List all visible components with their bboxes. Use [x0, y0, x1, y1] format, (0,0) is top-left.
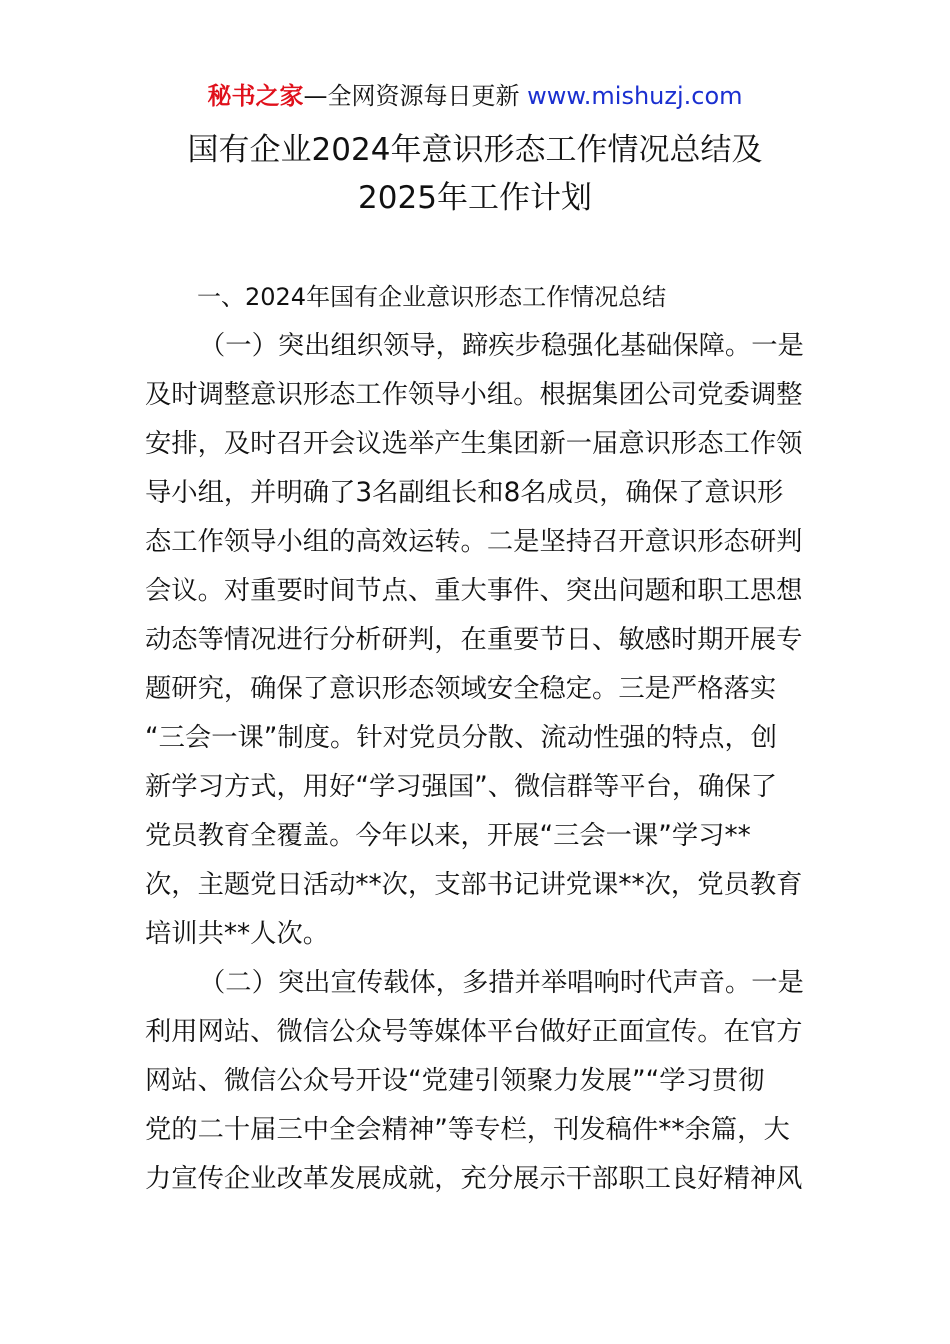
- paragraph-line: 培训共**人次。: [145, 919, 330, 949]
- paragraph-line: 党的二十届三中全会精神”等专栏，刊发稿件**余篇，大: [145, 1115, 790, 1145]
- paragraph-line: 题研究，确保了意识形态领域安全稳定。三是严格落实: [145, 674, 777, 704]
- paragraph-line: 导小组，并明确了3名副组长和8名成员，确保了意识形: [145, 478, 784, 508]
- paragraph-2: [145, 959, 807, 1204]
- paragraph-line: （一）突出组织领导，蹄疾步稳强化基础保障。一是: [199, 331, 804, 361]
- site-watermark: [0, 80, 950, 112]
- paragraph-line: 次，主题党日活动**次，支部书记讲党课**次，党员教育: [145, 870, 803, 900]
- paragraph-line: （二）突出宣传载体，多措并举唱响时代声音。一是: [199, 968, 804, 998]
- title-line-1: 国有企业2024年意识形态工作情况总结及: [187, 132, 763, 168]
- paragraph-line: 态工作领导小组的高效运转。二是坚持召开意识形态研判: [145, 527, 803, 557]
- paragraph-line: 及时调整意识形态工作领导小组。根据集团公司党委调整: [145, 380, 803, 410]
- watermark-text: —全网资源每日更新: [303, 82, 528, 110]
- paragraph-line: 会议。对重要时间节点、重大事件、突出问题和职工思想: [145, 576, 803, 606]
- paragraph-line: 网站、微信公众号开设“党建引领聚力发展”“学习贯彻: [145, 1066, 765, 1096]
- title-line-2: 2025年工作计划: [358, 180, 592, 216]
- paragraph-line: 安排，及时召开会议选举产生集团新一届意识形态工作领: [145, 429, 803, 459]
- document-title: [0, 126, 950, 222]
- document-body: [145, 273, 807, 1204]
- paragraph-line: 力宣传企业改革发展成就，充分展示干部职工良好精神风: [145, 1164, 803, 1194]
- watermark-url[interactable]: www.mishuzj.com: [527, 82, 743, 110]
- section-heading: 一、2024年国有企业意识形态工作情况总结: [197, 283, 667, 311]
- paragraph-line: 党员教育全覆盖。今年以来，开展“三会一课”学习**: [145, 821, 751, 851]
- paragraph-line: 利用网站、微信公众号等媒体平台做好正面宣传。在官方: [145, 1017, 803, 1047]
- watermark-brand: 秘书之家: [207, 82, 304, 110]
- paragraph-line: 新学习方式，用好“学习强国”、微信群等平台，确保了: [145, 772, 778, 802]
- paragraph-1: [145, 322, 807, 959]
- paragraph-line: “三会一课”制度。针对党员分散、流动性强的特点，创: [145, 723, 778, 753]
- paragraph-line: 动态等情况进行分析研判，在重要节日、敏感时期开展专: [145, 625, 803, 655]
